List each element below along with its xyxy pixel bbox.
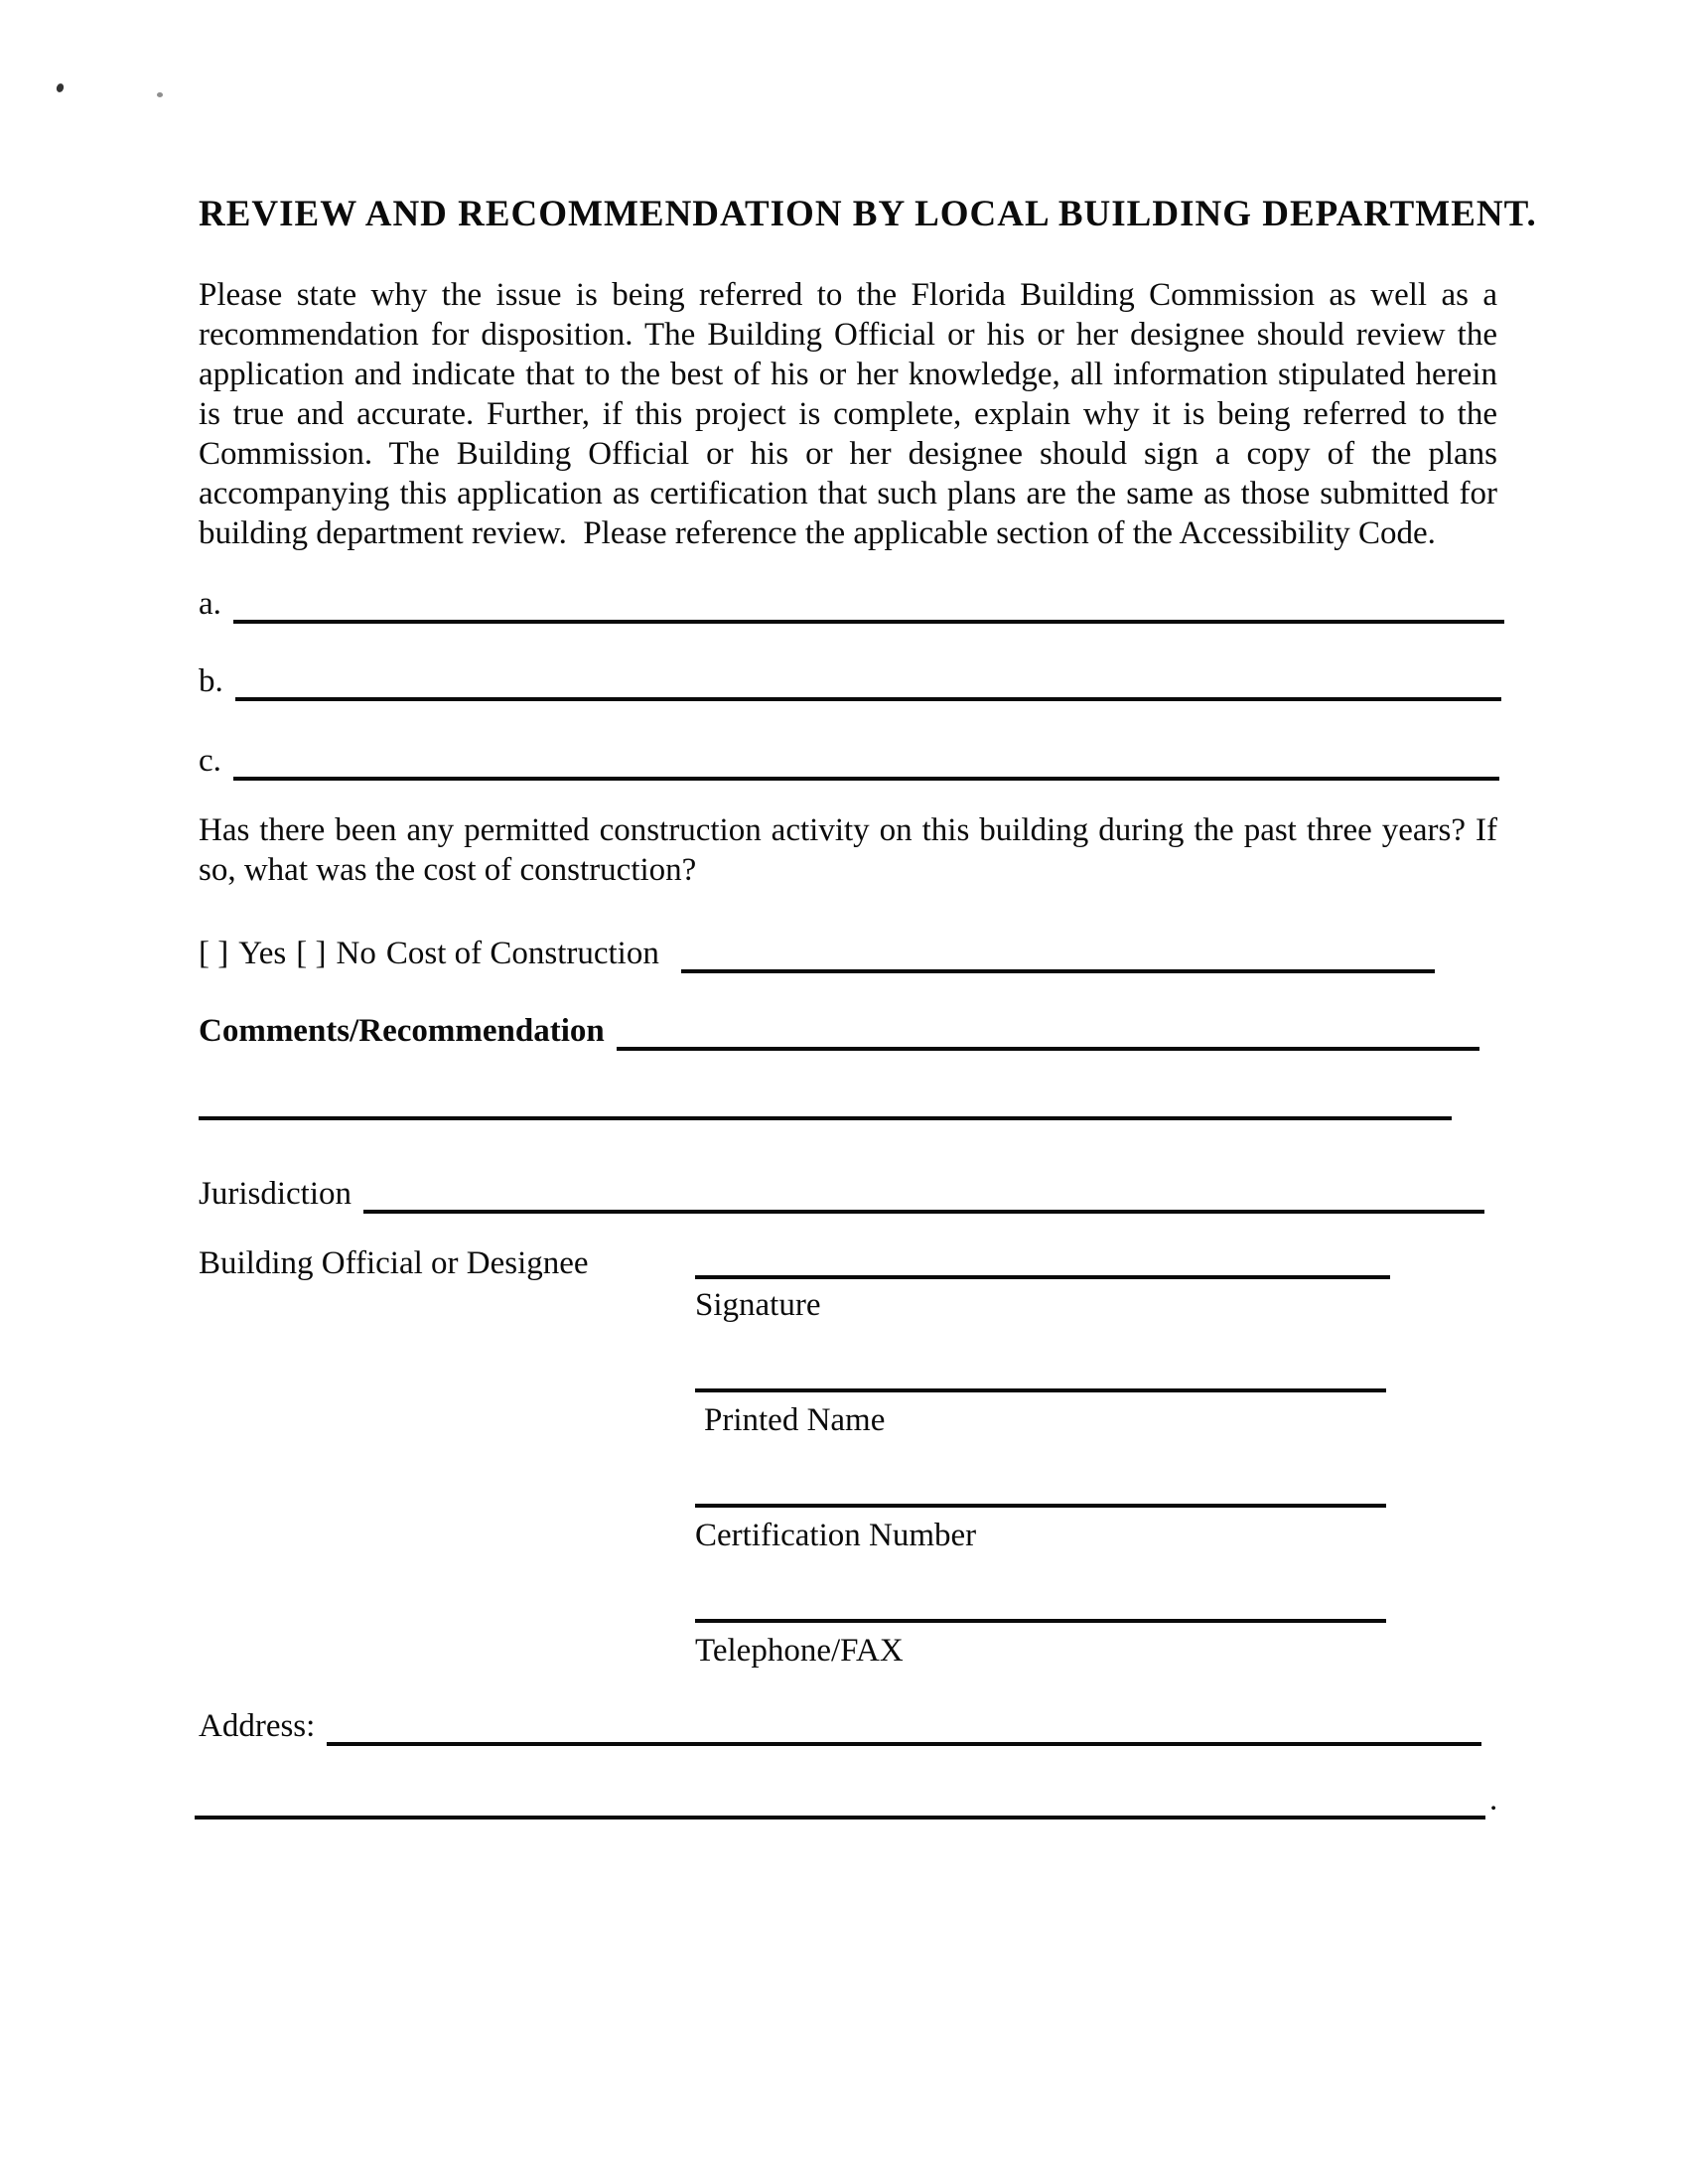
no-label: No bbox=[336, 936, 376, 971]
no-checkbox[interactable]: [ ] bbox=[296, 936, 327, 971]
cost-of-construction-line[interactable] bbox=[681, 932, 1435, 973]
item-row-b bbox=[199, 661, 1501, 701]
intro-line: building department review. Please reference the applicable section of the Accessibility Code. bbox=[199, 515, 1436, 551]
item-row-c bbox=[199, 741, 1499, 781]
scan-speck bbox=[56, 82, 66, 93]
comments-line[interactable] bbox=[617, 1009, 1479, 1051]
intro-line: Commission. The Building Official or his or her designee should sign a copy of the plans bbox=[199, 436, 1497, 472]
question-line: so, what was the cost of construction? bbox=[199, 852, 697, 888]
cost-of-construction-label: Cost of Construction bbox=[385, 936, 659, 971]
blank-line-b[interactable] bbox=[235, 659, 1501, 701]
item-label-b: b. bbox=[199, 663, 223, 699]
printed-name-caption: Printed Name bbox=[704, 1402, 886, 1438]
intro-line: accompanying this application as certification that such plans are the same as those submitted for bbox=[199, 476, 1497, 511]
comments-line-2[interactable] bbox=[199, 1116, 1452, 1120]
jurisdiction-line[interactable] bbox=[363, 1172, 1484, 1214]
intro-paragraph bbox=[199, 275, 1497, 553]
item-row-a bbox=[199, 584, 1504, 624]
address-row bbox=[199, 1702, 1481, 1746]
trailing-period: . bbox=[1489, 1782, 1498, 1818]
comments-recommendation-label: Comments/Recommendation bbox=[199, 1013, 605, 1049]
intro-line: application and indicate that to the best of his or her knowledge, all information stipulated herein bbox=[199, 357, 1497, 392]
address-line[interactable] bbox=[327, 1704, 1481, 1746]
section-title: REVIEW AND RECOMMENDATION BY LOCAL BUILDING DEPARTMENT. bbox=[199, 194, 1537, 234]
blank-line-c[interactable] bbox=[233, 739, 1499, 781]
telephone-fax-line[interactable] bbox=[695, 1619, 1386, 1623]
comments-recommendation-row bbox=[199, 1007, 1479, 1051]
item-label-a: a. bbox=[199, 586, 221, 622]
signature-line[interactable] bbox=[695, 1275, 1390, 1279]
construction-activity-question bbox=[199, 810, 1497, 890]
item-label-c: c. bbox=[199, 743, 221, 779]
printed-name-line[interactable] bbox=[695, 1388, 1386, 1392]
telephone-fax-caption: Telephone/FAX bbox=[695, 1633, 904, 1669]
certification-number-line[interactable] bbox=[695, 1504, 1386, 1508]
address-line-2[interactable] bbox=[195, 1816, 1485, 1820]
intro-line: Please state why the issue is being referred to the Florida Building Commission as well as a bbox=[199, 277, 1497, 313]
address-label: Address: bbox=[199, 1708, 316, 1744]
certification-number-caption: Certification Number bbox=[695, 1518, 977, 1553]
blank-line-a[interactable] bbox=[233, 582, 1504, 624]
cost-of-construction-row bbox=[199, 930, 1435, 973]
intro-line: is true and accurate. Further, if this project is complete, explain why it is being referred to the bbox=[199, 396, 1497, 432]
jurisdiction-row bbox=[199, 1170, 1484, 1214]
intro-line: recommendation for disposition. The Building Official or his or her designee should review the bbox=[199, 317, 1497, 353]
jurisdiction-label: Jurisdiction bbox=[199, 1176, 352, 1212]
building-official-label: Building Official or Designee bbox=[199, 1245, 589, 1281]
signature-caption: Signature bbox=[695, 1287, 821, 1323]
yes-label: Yes bbox=[238, 936, 287, 971]
question-line: Has there been any permitted construction activity on this building during the past three years? If bbox=[199, 812, 1497, 848]
scan-speck bbox=[157, 92, 163, 97]
yes-checkbox[interactable]: [ ] bbox=[199, 936, 229, 971]
